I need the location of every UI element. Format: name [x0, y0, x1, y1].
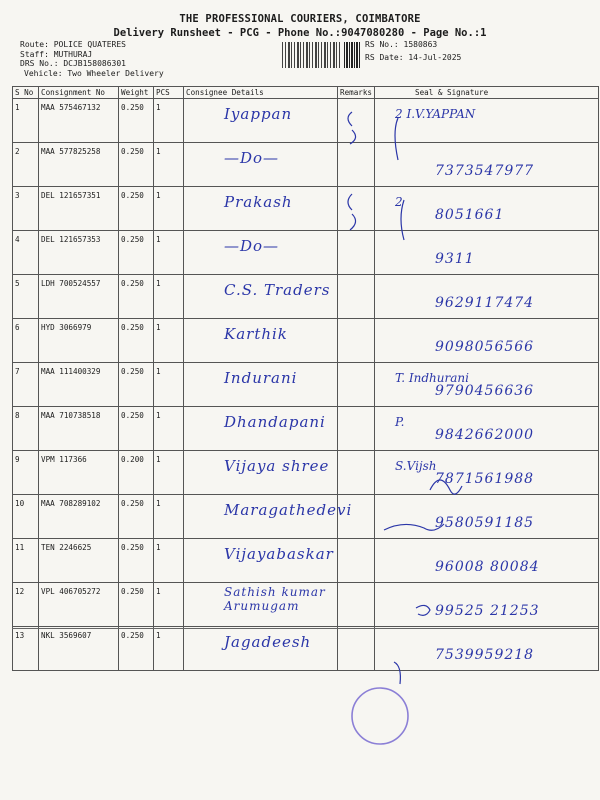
cell-remarks	[338, 231, 375, 275]
cell-consignee	[184, 627, 338, 671]
cell-pcs: 1	[154, 583, 184, 627]
cell-sno: 2	[13, 143, 39, 187]
table-row	[13, 539, 599, 583]
cell-sno: 9	[13, 451, 39, 495]
cell-sno: 4	[13, 231, 39, 275]
signature-name: T. Indhurani	[395, 371, 469, 385]
cell-remarks	[338, 99, 375, 143]
cell-remarks	[338, 275, 375, 319]
cell-weight: 0.250	[119, 275, 154, 319]
cell-consignment: MAA 710738518	[39, 407, 119, 451]
table-row	[13, 319, 599, 363]
cell-seal-signature	[375, 275, 599, 319]
cell-consignee	[184, 539, 338, 583]
cell-weight: 0.250	[119, 407, 154, 451]
cell-weight: 0.250	[119, 231, 154, 275]
table-header-row	[13, 87, 599, 99]
consignee-handwritten: Maragathedevi	[224, 501, 353, 519]
cell-consignment: VPM 117366	[39, 451, 119, 495]
company-title: THE PROFESSIONAL COURIERS, COIMBATORE	[179, 13, 421, 25]
cell-weight: 0.250	[119, 495, 154, 539]
table-row	[13, 231, 599, 275]
cell-weight: 0.250	[119, 583, 154, 627]
cell-pcs: 1	[154, 407, 184, 451]
cell-seal-signature	[375, 451, 599, 495]
cell-seal-signature	[375, 407, 599, 451]
consignee-handwritten: Indurani	[224, 369, 298, 387]
barcode-tail	[344, 42, 360, 68]
cell-sno: 13	[13, 627, 39, 671]
cell-pcs: 1	[154, 231, 184, 275]
cell-seal-signature	[375, 495, 599, 539]
cell-consignment: MAA 111400329	[39, 363, 119, 407]
consignee-handwritten: Vijaya shree	[224, 457, 330, 475]
cell-seal-signature	[375, 539, 599, 583]
table-row	[13, 627, 599, 671]
cell-consignee	[184, 99, 338, 143]
consignee-handwritten: Prakash	[224, 193, 293, 211]
header-left	[20, 40, 164, 78]
consignee-handwritten: Karthik	[224, 325, 288, 343]
cell-remarks	[338, 363, 375, 407]
cell-seal-signature	[375, 231, 599, 275]
cell-consignee	[184, 231, 338, 275]
cell-consignment: HYD 3066979	[39, 319, 119, 363]
runsheet-title: Delivery Runsheet - PCG - Phone No.:9047080280 - Page No.:1	[113, 27, 487, 39]
cell-seal-signature	[375, 99, 599, 143]
table-row	[13, 407, 599, 451]
signature-phone: 96008 80084	[435, 559, 540, 575]
signature-phone: 7871561988	[435, 471, 535, 487]
cell-seal-signature	[375, 627, 599, 671]
cell-remarks	[338, 495, 375, 539]
cell-sno: 12	[13, 583, 39, 627]
cell-pcs: 1	[154, 495, 184, 539]
consignee-handwritten: Jagadeesh	[224, 633, 312, 651]
cell-consignment: DEL 121657351	[39, 187, 119, 231]
cell-pcs: 1	[154, 363, 184, 407]
cell-seal-signature	[375, 143, 599, 187]
cell-consignee	[184, 363, 338, 407]
rs-number: RS No.: 1580863	[365, 40, 438, 49]
signature-name: P.	[395, 415, 405, 429]
table-bottom-line	[12, 628, 598, 629]
signature-phone: 9311	[435, 251, 475, 267]
cell-consignment: MAA 577825258	[39, 143, 119, 187]
cell-pcs: 1	[154, 99, 184, 143]
barcode	[282, 42, 342, 68]
cell-consignee	[184, 495, 353, 539]
cell-pcs: 1	[154, 275, 184, 319]
cell-pcs: 1	[154, 539, 184, 583]
signature-name: S.Vijsh	[395, 459, 437, 473]
cell-consignee	[184, 143, 338, 187]
signature-phone: 7373547977	[435, 163, 535, 179]
cell-pcs: 1	[154, 627, 184, 671]
cell-consignment: MAA 708289102	[39, 495, 119, 539]
cell-remarks	[338, 451, 375, 495]
cell-remarks	[338, 143, 375, 187]
cell-sno: 5	[13, 275, 39, 319]
cell-weight: 0.250	[119, 319, 154, 363]
col-consignment: Consignment No	[39, 87, 119, 99]
col-consignee: Consignee Details	[184, 87, 338, 99]
table-row	[13, 363, 599, 407]
cell-consignment: TEN 2246625	[39, 539, 119, 583]
consignment-table	[12, 86, 599, 671]
table-row	[13, 143, 599, 187]
cell-pcs: 1	[154, 319, 184, 363]
cell-pcs: 1	[154, 143, 184, 187]
table-row	[13, 99, 599, 143]
cell-sno: 6	[13, 319, 39, 363]
signature-phone: 9790456636	[435, 383, 535, 399]
cell-weight: 0.250	[119, 627, 154, 671]
cell-sno: 7	[13, 363, 39, 407]
cell-weight: 0.250	[119, 539, 154, 583]
consignee-handwritten: —Do—	[224, 149, 280, 167]
staff-text: Staff: MUTHURAJ	[20, 49, 93, 59]
cell-consignee	[184, 407, 338, 451]
col-seal: Seal & Signature	[375, 87, 599, 99]
cell-consignee	[184, 451, 338, 495]
route-text: Route: POLICE QUATERES	[20, 40, 126, 49]
cell-remarks	[338, 187, 375, 231]
cell-consignee	[184, 583, 338, 627]
signature-phone: 7539959218	[435, 647, 535, 663]
signature-name: 2	[395, 195, 403, 209]
consignee-handwritten: —Do—	[224, 237, 280, 255]
cell-consignment: NKL 3569607	[39, 627, 119, 671]
stamp-circle	[352, 688, 408, 744]
cell-consignment: DEL 121657353	[39, 231, 119, 275]
cell-remarks	[338, 539, 375, 583]
cell-consignee	[184, 319, 338, 363]
consignee-handwritten: Sathish kumar Arumugam	[224, 585, 326, 613]
table-row	[13, 275, 599, 319]
table-row	[13, 495, 599, 539]
cell-weight: 0.250	[119, 99, 154, 143]
cell-consignment: LDH 700524557	[39, 275, 119, 319]
table-row	[13, 187, 599, 231]
cell-seal-signature	[375, 363, 599, 407]
cell-sno: 11	[13, 539, 39, 583]
cell-weight: 0.200	[119, 451, 154, 495]
cell-consignee	[184, 187, 338, 231]
cell-seal-signature	[375, 583, 599, 627]
signature-phone: 8051661	[435, 207, 505, 223]
cell-sno: 3	[13, 187, 39, 231]
table-row	[13, 451, 599, 495]
vehicle-text: Vehicle: Two Wheeler Delivery	[24, 68, 164, 78]
cell-weight: 0.250	[119, 187, 154, 231]
cell-sno: 10	[13, 495, 39, 539]
cell-pcs: 1	[154, 451, 184, 495]
cell-weight: 0.250	[119, 363, 154, 407]
signature-name: 2 I.V.YAPPAN	[395, 107, 476, 121]
consignee-handwritten: Iyappan	[224, 105, 293, 123]
consignee-handwritten: C.S. Traders	[224, 281, 331, 299]
cell-sno: 1	[13, 99, 39, 143]
cell-consignment: MAA 575467132	[39, 99, 119, 143]
consignee-handwritten: Dhandapani	[224, 413, 326, 431]
signature-phone: 9629117474	[435, 295, 535, 311]
col-pcs: PCS	[154, 87, 184, 99]
signature-phone: 9098056566	[435, 339, 535, 355]
rs-date: RS Date: 14-Jul-2025	[365, 52, 462, 62]
col-sno: S No	[13, 87, 39, 99]
table-row	[13, 583, 599, 627]
col-remarks: Remarks	[338, 87, 375, 99]
cell-seal-signature	[375, 319, 599, 363]
cell-remarks	[338, 627, 375, 671]
drs-text: DRS No.: DCJB158086301	[20, 59, 126, 68]
consignee-handwritten: Vijayabaskar	[224, 545, 334, 563]
cell-consignee	[184, 275, 338, 319]
signature-phone: 99525 21253	[435, 603, 540, 619]
cell-sno: 8	[13, 407, 39, 451]
col-weight: Weight	[119, 87, 154, 99]
cell-seal-signature	[375, 187, 599, 231]
cell-remarks	[338, 407, 375, 451]
header-right	[365, 40, 461, 62]
cell-remarks	[338, 319, 375, 363]
cell-weight: 0.250	[119, 143, 154, 187]
cell-consignment: VPL 406705272	[39, 583, 119, 627]
signature-phone: 9580591185	[435, 515, 535, 531]
signature-phone: 9842662000	[435, 427, 535, 443]
cell-remarks	[338, 583, 375, 627]
cell-pcs: 1	[154, 187, 184, 231]
